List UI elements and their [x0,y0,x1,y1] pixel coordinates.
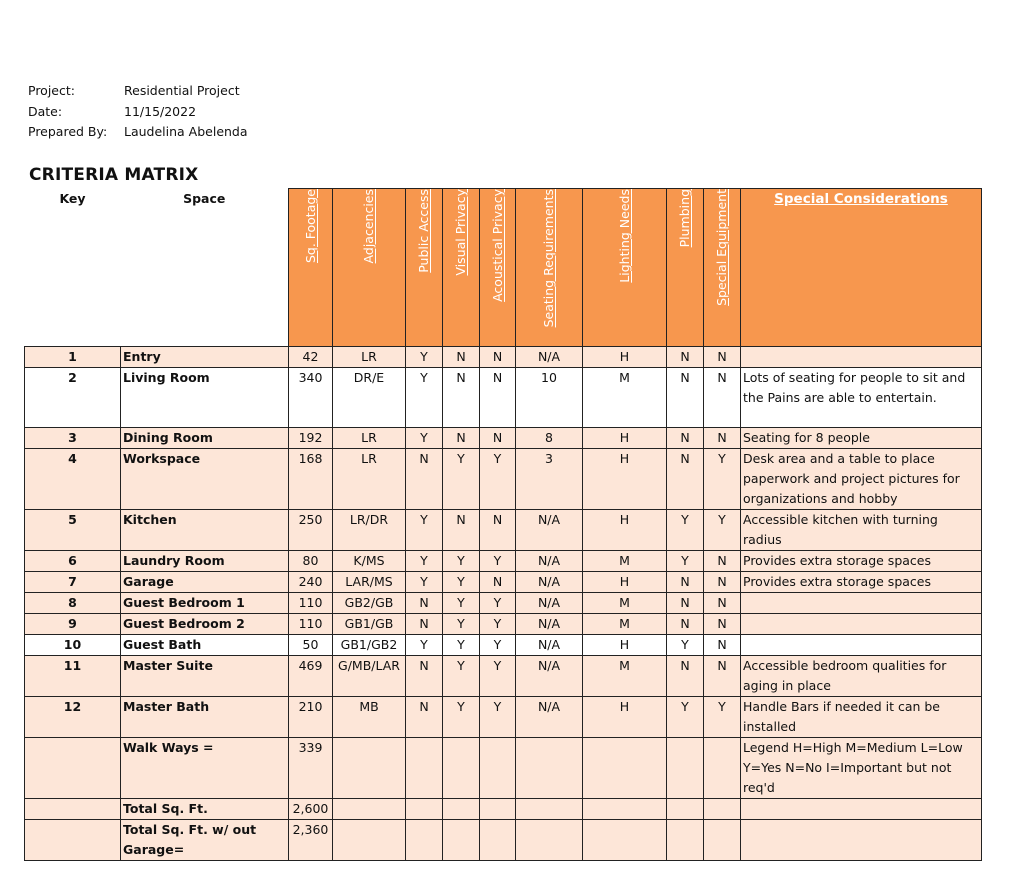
cell-plumbing: N [667,347,704,368]
cell-special-equipment: N [704,572,741,593]
cell-space: Kitchen [121,510,289,551]
cell-plumbing: N [667,572,704,593]
header-adjacencies-label: Adjacencies [361,189,376,264]
cell-acoustical-privacy: N [480,368,516,428]
cell-lighting: H [583,635,667,656]
cell-visual-privacy: Y [443,635,480,656]
cell-space: Entry [121,347,289,368]
cell-seating: N/A [516,593,583,614]
cell-special-considerations: Legend H=High M=Medium L=Low Y=Yes N=No I=Important but not req'd [741,738,982,799]
cell-acoustical-privacy: N [480,347,516,368]
header-visual-privacy [443,189,480,347]
cell-special-considerations: Provides extra storage spaces [741,572,982,593]
cell-key: 8 [25,593,121,614]
matrix-body [25,347,982,861]
cell-seating: N/A [516,635,583,656]
project-meta [28,81,248,143]
cell-sqft: 42 [289,347,333,368]
cell-seating: 8 [516,428,583,449]
cell-special-considerations [741,347,982,368]
cell-key [25,799,121,820]
cell-lighting: M [583,368,667,428]
cell-plumbing: N [667,614,704,635]
cell-sqft: 339 [289,738,333,799]
cell-lighting: H [583,428,667,449]
table-row [25,799,982,820]
cell-seating [516,799,583,820]
cell-key [25,738,121,799]
table-row [25,428,982,449]
cell-acoustical-privacy: Y [480,656,516,697]
cell-space: Guest Bedroom 1 [121,593,289,614]
cell-seating: N/A [516,510,583,551]
cell-lighting: H [583,572,667,593]
cell-acoustical-privacy [480,799,516,820]
cell-lighting: M [583,614,667,635]
cell-sqft: 2,360 [289,820,333,861]
cell-special-equipment: N [704,635,741,656]
cell-special-equipment: Y [704,449,741,510]
cell-special-considerations: Provides extra storage spaces [741,551,982,572]
cell-public-access: N [406,656,443,697]
header-special-considerations: Special Considerations [741,189,982,347]
table-row [25,697,982,738]
cell-special-equipment [704,738,741,799]
cell-key: 1 [25,347,121,368]
table-row [25,368,982,428]
cell-space: Living Room [121,368,289,428]
cell-space: Garage [121,572,289,593]
header-public-access-label: Public Access [416,189,431,273]
cell-special-equipment: Y [704,697,741,738]
table-row [25,656,982,697]
cell-sqft: 250 [289,510,333,551]
cell-plumbing [667,738,704,799]
header-seating-label: Seating Requirements [541,189,556,328]
table-row [25,551,982,572]
header-space: Space [121,189,289,347]
header-sqft-label: Sq. Footage [302,189,318,264]
cell-adjacencies: LR/DR [333,510,406,551]
cell-special-equipment [704,820,741,861]
cell-visual-privacy [443,820,480,861]
cell-adjacencies: LAR/MS [333,572,406,593]
cell-space: Total Sq. Ft. [121,799,289,820]
cell-plumbing: N [667,428,704,449]
cell-space: Guest Bedroom 2 [121,614,289,635]
cell-visual-privacy: Y [443,572,480,593]
table-row [25,510,982,551]
cell-public-access: N [406,593,443,614]
cell-public-access: Y [406,347,443,368]
cell-space: Dining Room [121,428,289,449]
cell-plumbing: Y [667,635,704,656]
cell-special-equipment [704,799,741,820]
cell-lighting: M [583,593,667,614]
cell-adjacencies: LR [333,449,406,510]
cell-seating: 10 [516,368,583,428]
cell-sqft: 240 [289,572,333,593]
cell-space: Laundry Room [121,551,289,572]
cell-adjacencies: LR [333,347,406,368]
header-sqft [289,189,333,347]
cell-space: Workspace [121,449,289,510]
cell-sqft: 210 [289,697,333,738]
cell-acoustical-privacy: Y [480,593,516,614]
cell-lighting [583,799,667,820]
cell-special-equipment: N [704,593,741,614]
cell-special-considerations [741,820,982,861]
cell-space: Master Suite [121,656,289,697]
cell-public-access: N [406,697,443,738]
cell-lighting: H [583,510,667,551]
cell-visual-privacy: N [443,510,480,551]
cell-public-access: Y [406,635,443,656]
header-special-equipment [704,189,741,347]
cell-special-considerations [741,593,982,614]
cell-lighting: H [583,347,667,368]
cell-key: 10 [25,635,121,656]
cell-public-access: Y [406,551,443,572]
date-value: 11/15/2022 [124,103,197,119]
cell-visual-privacy: Y [443,593,480,614]
cell-sqft: 110 [289,614,333,635]
cell-visual-privacy: Y [443,449,480,510]
cell-plumbing: N [667,593,704,614]
cell-adjacencies: DR/E [333,368,406,428]
cell-visual-privacy: Y [443,614,480,635]
cell-lighting: H [583,697,667,738]
header-plumbing-label: Plumbing [677,189,692,248]
cell-sqft: 80 [289,551,333,572]
cell-visual-privacy: Y [443,697,480,738]
cell-adjacencies [333,738,406,799]
cell-acoustical-privacy: Y [480,551,516,572]
cell-seating: N/A [516,551,583,572]
header-plumbing [667,189,704,347]
table-row [25,635,982,656]
cell-special-equipment: N [704,368,741,428]
cell-sqft: 168 [289,449,333,510]
header-lighting-label: Lighting Needs [616,189,632,283]
header-acoustical-privacy [480,189,516,347]
cell-special-considerations: Desk area and a table to place paperwork and project pictures for organizations and hobby [741,449,982,510]
page-title: CRITERIA MATRIX [29,165,199,185]
cell-lighting: M [583,551,667,572]
cell-special-considerations: Lots of seating for people to sit and the Pains are able to entertain. [741,368,982,428]
project-row [28,81,248,102]
cell-key: 2 [25,368,121,428]
cell-special-equipment: N [704,551,741,572]
cell-key: 3 [25,428,121,449]
cell-key: 6 [25,551,121,572]
cell-special-considerations [741,799,982,820]
header-adjacencies [333,189,406,347]
cell-adjacencies: MB [333,697,406,738]
prepared-by-label: Prepared By: [28,124,108,139]
table-row [25,572,982,593]
cell-space: Master Bath [121,697,289,738]
table-row [25,347,982,368]
cell-special-considerations: Accessible kitchen with turning radius [741,510,982,551]
cell-visual-privacy: N [443,428,480,449]
cell-acoustical-privacy: Y [480,635,516,656]
cell-adjacencies: GB1/GB2 [333,635,406,656]
table-row [25,738,982,799]
prepared-by-row [28,122,248,143]
cell-special-considerations [741,614,982,635]
cell-special-equipment: N [704,347,741,368]
cell-lighting [583,738,667,799]
table-row [25,449,982,510]
cell-adjacencies: G/MB/LAR [333,656,406,697]
cell-acoustical-privacy: N [480,572,516,593]
project-label: Project: [28,83,75,98]
header-lighting [583,189,667,347]
cell-plumbing: N [667,656,704,697]
cell-acoustical-privacy: Y [480,697,516,738]
cell-sqft: 110 [289,593,333,614]
cell-lighting: M [583,656,667,697]
cell-seating [516,820,583,861]
cell-adjacencies [333,820,406,861]
cell-sqft: 340 [289,368,333,428]
cell-key: 11 [25,656,121,697]
cell-seating: N/A [516,572,583,593]
cell-key [25,820,121,861]
cell-seating [516,738,583,799]
header-public-access [406,189,443,347]
cell-acoustical-privacy: N [480,510,516,551]
cell-adjacencies: K/MS [333,551,406,572]
cell-lighting [583,820,667,861]
cell-lighting: H [583,449,667,510]
header-special-equipment-label: Special Equipment [714,189,729,306]
cell-plumbing: Y [667,510,704,551]
cell-visual-privacy: Y [443,656,480,697]
cell-adjacencies: GB2/GB [333,593,406,614]
cell-special-equipment: Y [704,510,741,551]
cell-public-access: N [406,449,443,510]
cell-plumbing: Y [667,551,704,572]
cell-plumbing: N [667,449,704,510]
cell-public-access: N [406,614,443,635]
cell-seating: 3 [516,449,583,510]
cell-key: 4 [25,449,121,510]
table-row [25,593,982,614]
cell-acoustical-privacy [480,820,516,861]
cell-public-access: Y [406,572,443,593]
project-value: Residential Project [124,83,240,98]
cell-acoustical-privacy [480,738,516,799]
cell-special-considerations: Accessible bedroom qualities for aging in place [741,656,982,697]
cell-visual-privacy: N [443,347,480,368]
cell-space: Guest Bath [121,635,289,656]
cell-space: Total Sq. Ft. w/ out Garage= [121,820,289,861]
cell-adjacencies: LR [333,428,406,449]
cell-acoustical-privacy: Y [480,449,516,510]
cell-visual-privacy [443,799,480,820]
cell-sqft: 2,600 [289,799,333,820]
header-visual-privacy-label: Visual Privacy [453,189,468,276]
cell-space: Walk Ways = [121,738,289,799]
cell-plumbing: Y [667,697,704,738]
cell-public-access [406,799,443,820]
cell-plumbing [667,799,704,820]
cell-key: 5 [25,510,121,551]
header-acoustical-privacy-label: Acoustical Privacy [489,189,505,302]
cell-key: 12 [25,697,121,738]
header-seating [516,189,583,347]
cell-seating: N/A [516,697,583,738]
cell-special-equipment: N [704,614,741,635]
cell-sqft: 192 [289,428,333,449]
date-row [28,102,248,123]
prepared-by-value: Laudelina Abelenda [124,124,248,139]
cell-public-access: Y [406,428,443,449]
cell-public-access: Y [406,510,443,551]
cell-sqft: 469 [289,656,333,697]
cell-public-access [406,738,443,799]
header-row [25,189,982,347]
cell-visual-privacy [443,738,480,799]
cell-visual-privacy: Y [443,551,480,572]
table-row [25,820,982,861]
cell-public-access: Y [406,368,443,428]
cell-special-equipment: N [704,428,741,449]
date-label: Date: [28,103,63,119]
cell-adjacencies: GB1/GB [333,614,406,635]
cell-key: 7 [25,572,121,593]
cell-public-access [406,820,443,861]
cell-adjacencies [333,799,406,820]
cell-acoustical-privacy: Y [480,614,516,635]
cell-key: 9 [25,614,121,635]
cell-sqft: 50 [289,635,333,656]
cell-seating: N/A [516,614,583,635]
cell-special-considerations: Seating for 8 people [741,428,982,449]
cell-plumbing [667,820,704,861]
cell-acoustical-privacy: N [480,428,516,449]
cell-seating: N/A [516,347,583,368]
cell-special-considerations: Handle Bars if needed it can be installed [741,697,982,738]
cell-special-considerations [741,635,982,656]
cell-seating: N/A [516,656,583,697]
header-key: Key [25,189,121,347]
cell-special-equipment: N [704,656,741,697]
table-row [25,614,982,635]
criteria-matrix-table [24,188,982,861]
cell-plumbing: N [667,368,704,428]
cell-visual-privacy: N [443,368,480,428]
